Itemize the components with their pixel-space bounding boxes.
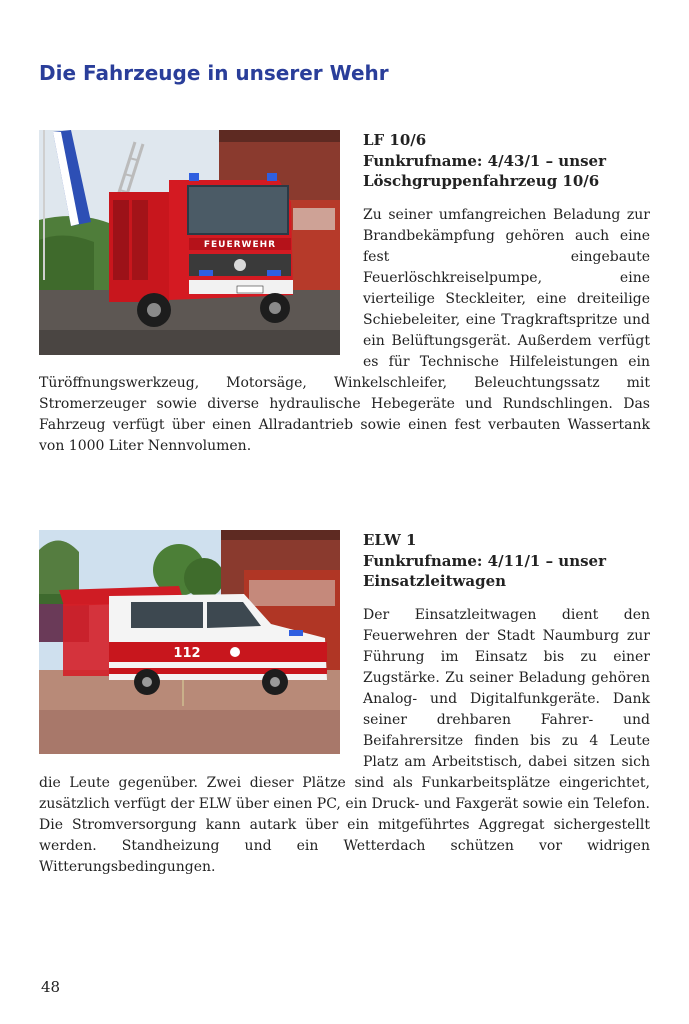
vehicle-description: Der Einsatzleitwagen dient den Feuerwehren der Stadt Naumburg zur Führung im Einsatz bis zu einer Zugstärke. Zu seiner Beladung gehören Analog- und Digitalfunkgeräte. Dank seiner drehbaren Fahrer- und Beifahrersitze finden bis zu 4 Leute Platz am Arbeitstisch, dabei sitzen sich die Leute gegenüber. Zwei dieser Plätze sind als Funkarbeitsplätze eingerichtet, zusätzlich verfügt der ELW über einen PC, ein Druck- und Faxgerät sowie ein Telefon. Die Stromversorgung kann autark über ein mitgeführtes Aggregat sichergestellt werden. Standheizung und ein Wetterdach schützen vor widrigen Witterungsbedingungen.	[39, 606, 650, 875]
fire-engine-lettering: FEUERWEHR	[203, 240, 277, 250]
vehicle-type: Löschgruppenfahrzeug 10/6	[363, 172, 600, 190]
page-number: 48	[41, 978, 61, 996]
vehicle-type: Einsatzleitwagen	[363, 572, 507, 590]
vehicle-name: LF 10/6	[363, 131, 427, 149]
command-vehicle-photo	[39, 530, 340, 754]
vehicle-name: ELW 1	[363, 531, 417, 549]
command-vehicle-lettering: 112	[173, 646, 201, 661]
vehicle-section-lf	[39, 130, 650, 457]
page-title: Die Fahrzeuge in unserer Wehr	[39, 61, 389, 85]
vehicle-description: Zu seiner umfangreichen Beladung zur Brandbekämpfung gehören auch eine fest eingebaute Feuerlöschkreiselpumpe, eine vierteilige Steckleiter, eine dreiteilige Schiebeleiter, eine Tragkraftspritze und ein Belüftungsgerät. Außerdem verfügt es für Technische Hilfeleistungen ein Türöffnungswerkzeug, Motorsäge, Winkelschleifer, Beleuchtungssatz mit Stromerzeuger sowie diverse hydraulische Hebegeräte und Rundschlingen. Das Fahrzeug verfügt über einen Allradantrieb sowie einen fest verbauten Wassertank von 1000 Liter Nennvolumen.	[39, 206, 650, 454]
vehicle-section-elw	[39, 530, 650, 878]
radio-callsign: Funkrufname: 4/43/1 – unser	[363, 151, 607, 170]
fire-engine-photo	[39, 130, 340, 355]
radio-callsign: Funkrufname: 4/11/1 – unser	[363, 551, 607, 570]
